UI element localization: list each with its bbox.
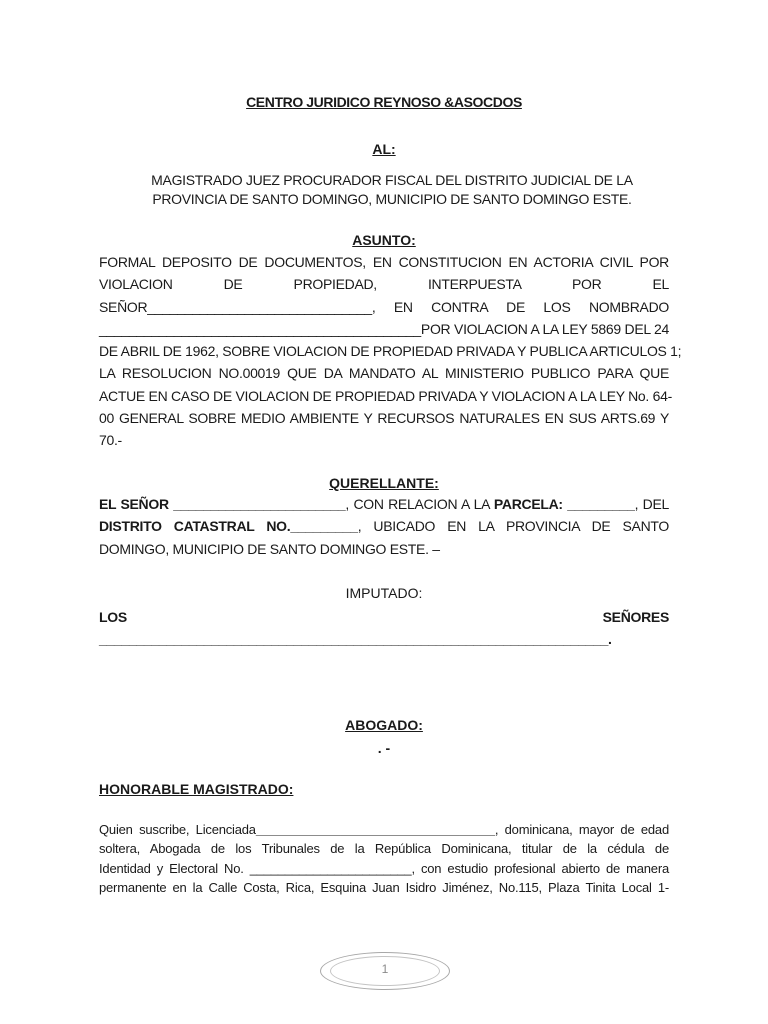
quien-line: permanente en la Calle Costa, Rica, Esquina Juan Isidro Jiménez, No.115, Plaza Tinita Local 1- [99,879,669,895]
quien-intro: Quien suscribe, Licenciada [99,822,256,837]
distrito-blank: _________ [290,518,358,535]
asunto-line: LA RESOLUCION NO.00019 QUE DA MANDATO AL MINISTERIO PUBLICO PARA QUE [99,365,669,382]
abogado-sub: . - [377,740,391,756]
honorable-heading: HONORABLE MAGISTRADO: [99,781,294,797]
imputado-body [99,606,669,651]
firm-title: CENTRO JURIDICO REYNOSO &ASOCDOS [246,94,522,110]
querellante-line: DOMINGO, MUNICIPIO DE SANTO DOMINGO ESTE. – [99,540,440,557]
asunto-line: ___________________________________________POR VIOLACION A LA LEY 5869 DEL 24 [99,320,669,337]
quien-line [99,820,669,839]
quien-line: soltera, Abogada de los Tribunales de la República Dominicana, titular de la cédula de [99,841,669,857]
abogado-heading: ABOGADO: [345,717,423,733]
asunto-line: SEÑOR______________________________, EN CONTRA DE LOS NOMBRADO [99,298,669,315]
asunto-line: VIOLACION DE PROPIEDAD, INTERPUESTA POR EL [99,276,669,293]
querellante-heading: QUERELLANTE: [329,475,439,491]
relacion-text: , CON RELACION A LA [345,496,494,512]
asunto-line: 00 GENERAL SOBRE MEDIO AMBIENTE Y RECURSOS NATURALES EN SUS ARTS.69 Y [99,410,669,427]
addressee: MAGISTRADO JUEZ PROCURADOR FISCAL DEL DISTRITO JUDICIAL DE LA PROVINCIA DE SANTO DOMINGO, MUNICIPIO DE SANTO DOMINGO ESTE. [151,172,633,207]
asunto-line: 70.- [99,432,122,449]
quien-paragraph [99,820,669,897]
parcela-label: PARCELA: [493,496,563,512]
asunto-body [99,251,682,452]
imputado-blank: ____________________________________________________________________. [99,631,612,648]
asunto-line: DE ABRIL DE 1962, SOBRE VIOLACION DE PROPIEDAD PRIVADA Y PUBLICA ARTICULOS 1; [99,343,682,360]
asunto-line: FORMAL DEPOSITO DE DOCUMENTOS, EN CONSTITUCION EN ACTORIA CIVIL POR [99,254,669,270]
los-label: LOS [99,609,127,625]
querellante-line [99,515,669,537]
al-heading: AL: [372,141,396,157]
del-text: , DEL [634,496,669,512]
parcela-blank: _________ [562,496,635,512]
imputado-heading: IMPUTADO: [345,585,423,601]
page-number: 1 [381,962,389,976]
ubicado-text: , UBICADO EN LA PROVINCIA DE SANTO [357,518,669,535]
senor-blank: _______________________ [173,496,346,512]
querellante-body [99,493,669,560]
asunto-line: ACTUE EN CASO DE VIOLACION DE PROPIEDAD PRIVADA Y VIOLACION A LA LEY No. 64- [99,387,672,404]
distrito-label: DISTRITO CATASTRAL NO. [99,518,291,535]
senores-label: SEÑORES [602,609,669,625]
asunto-heading: ASUNTO: [352,232,416,248]
quien-line: Identidad y Electoral No. _______________________, con estudio profesional abierto de manera [99,860,669,876]
imputado-line [99,606,669,628]
licenciada-blank: __________________________________ [255,822,495,837]
querellante-line [99,493,669,515]
senor-label: EL SEÑOR [99,496,169,512]
quien-rest: , dominicana, mayor de edad [494,822,669,837]
